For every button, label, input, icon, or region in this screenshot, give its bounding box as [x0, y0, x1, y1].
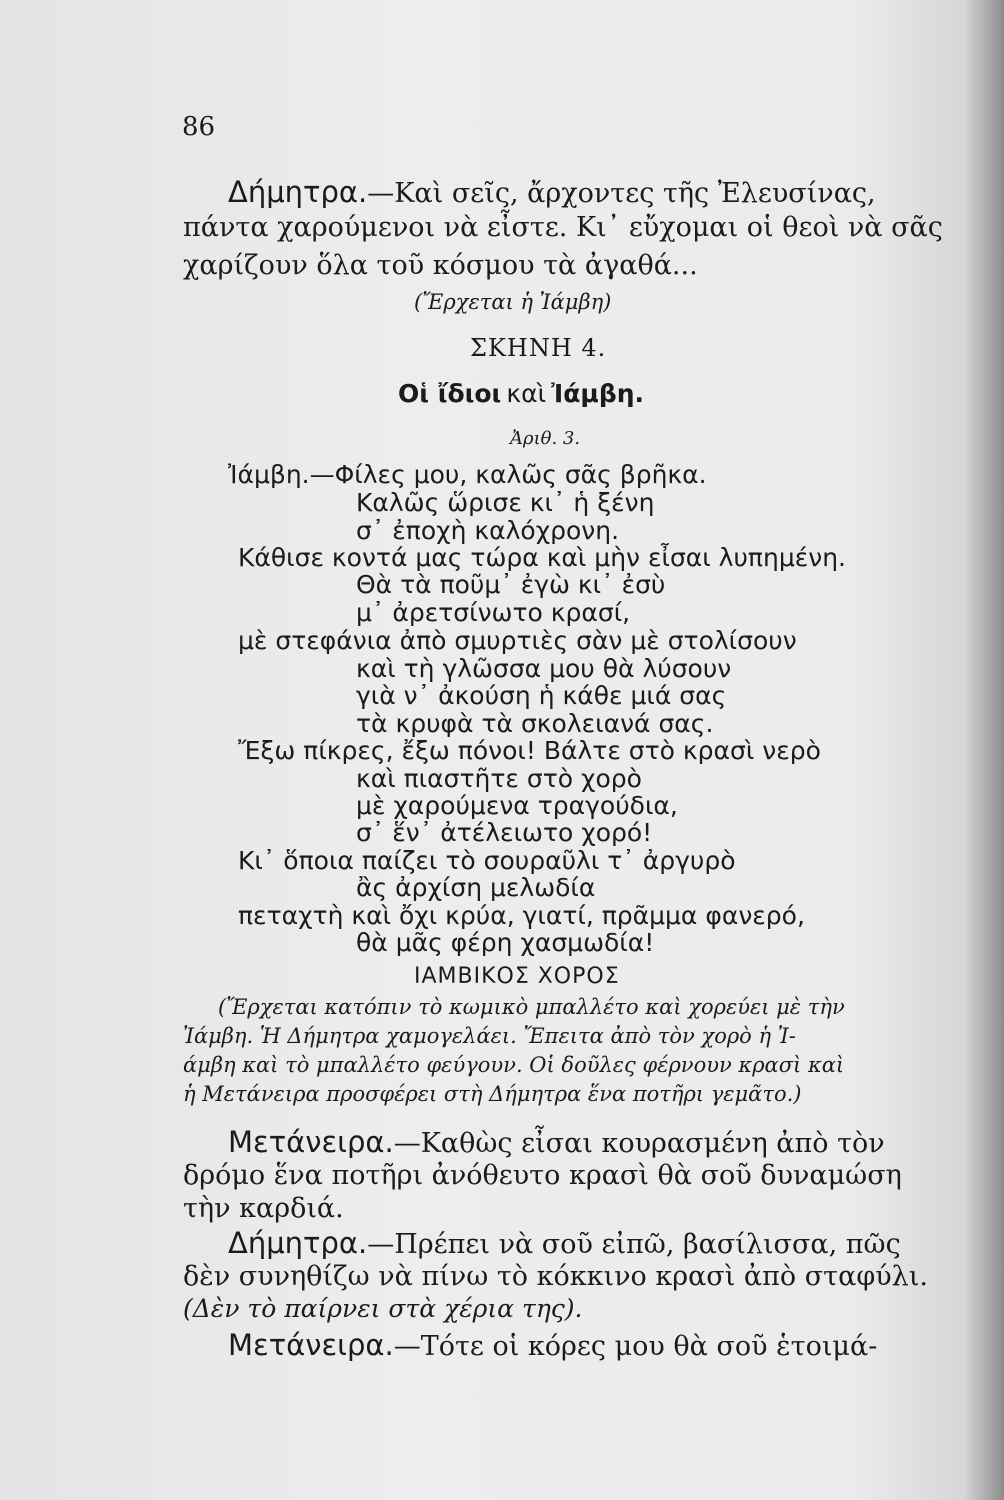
song-line: σ᾽ ἐποχὴ καλόχρονη. — [356, 516, 620, 545]
cast-name: Ἰάμβη. — [551, 379, 645, 408]
dialogue-line — [228, 1125, 885, 1159]
stage-direction: Ἰάμβη. Ἡ Δήμητρα χαμογελάει. Ἔπειτα ἀπὸ τὸν χορὸ ἡ Ἰ- — [183, 1024, 796, 1048]
song-number: Ἀριθ. 3. — [510, 428, 581, 449]
song-line: θὰ μᾶς φέρη χασμωδία! — [356, 928, 655, 957]
song-line: μὲ στεφάνια ἀπὸ σμυρτιὲς σὰν μὲ στολίσουν — [238, 626, 797, 655]
dialogue-text: —Καθὼς εἶσαι κουρασμένη ἀπὸ τὸν — [393, 1128, 885, 1159]
stage-direction: ἡ Μετάνειρα προσφέρει στὴ Δήμητρα ἕνα ποτῆρι γεμᾶτο.) — [183, 1082, 802, 1106]
song-line: μ᾽ ἀρετσίνωτο κρασί, — [356, 598, 631, 627]
dialogue-line — [228, 175, 876, 209]
stage-direction: (Ἔρχεται ἡ Ἰάμβη) — [414, 290, 612, 314]
cast-and: καὶ — [506, 379, 547, 408]
scene-cast — [398, 379, 644, 408]
stage-direction: (Δὲν τὸ παίρνει στὰ χέρια της). — [183, 1294, 583, 1323]
dialogue-text: —Καὶ σεῖς, ἄρχοντες τῆς Ἐλευσίνας, — [367, 178, 876, 209]
dialogue-line: τὴν καρδιά. — [183, 1193, 344, 1224]
song-line: μὲ χαρούμενα τραγούδια, — [356, 791, 678, 820]
speaker-name: Δήμητρα. — [228, 175, 368, 209]
dialogue-line: δὲν συνηθίζω νὰ πίνω τὸ κόκκινο κρασὶ ἀπὸ σταφύλι. — [183, 1261, 928, 1292]
page-number: 86 — [182, 112, 216, 142]
scene-heading: ΣΚΗΝΗ 4. — [470, 334, 607, 362]
dance-heading: ΙΑΜΒΙΚΟΣ ΧΟΡΟΣ — [414, 964, 620, 989]
stage-direction: άμβη καὶ τὸ μπαλλέτο φεύγουν. Οἱ δοῦλες φέρνουν κρασὶ καὶ — [183, 1053, 845, 1077]
speaker-name: Μετάνειρα. — [228, 1328, 394, 1362]
song-line: Ἔξω πίκρες, ἔξω πόνοι! Βάλτε στὸ κρασὶ νερὸ — [238, 736, 821, 765]
song-line: τὰ κρυφὰ τὰ σκολειανά σας. — [356, 709, 714, 738]
song-line: Θὰ τὰ ποῦμ᾽ ἐγὼ κι᾽ ἐσὺ — [356, 570, 666, 599]
song-line: ἂς ἀρχίση μελωδία — [356, 873, 596, 902]
song-line: Ἰάμβη.—Φίλες μου, καλῶς σᾶς βρῆκα. — [228, 460, 707, 489]
song-line: πεταχτὴ καὶ ὄχι κρύα, γιατί, πρᾶμμα φανερό, — [238, 901, 805, 930]
song-line: γιὰ ν᾽ ἀκούση ἡ κάθε μιά σας — [356, 681, 727, 710]
song-line: Κάθισε κοντά μας τώρα καὶ μὴν εἶσαι λυπημένη. — [238, 543, 847, 572]
dialogue-line: χαρίζουν ὅλα τοῦ κόσμου τὰ ἀγαθά... — [183, 250, 698, 281]
stage-direction: (Ἔρχεται κατόπιν τὸ κωμικὸ μπαλλέτο καὶ χορεύει μὲ τὴν — [218, 995, 845, 1019]
cast-bold: Οἱ ἴδιοι — [398, 379, 502, 408]
song-line: σ᾽ ἕν᾽ ἀτέλειωτο χορό! — [356, 818, 653, 847]
dialogue-line: δρόμο ἕνα ποτῆρι ἀνόθευτο κρασὶ θὰ σοῦ δυναμώση — [183, 1160, 902, 1191]
dialogue-line: πάντα χαρούμενοι νὰ εἶστε. Κι᾽ εὔχομαι οἱ θεοὶ νὰ σᾶς — [183, 212, 943, 243]
speaker-name: Δήμητρα. — [228, 1226, 368, 1260]
song-line: καὶ πιαστῆτε στὸ χορὸ — [356, 764, 642, 793]
speaker-name: Μετάνειρα. — [228, 1125, 394, 1159]
dialogue-line — [228, 1328, 877, 1362]
dialogue-line — [228, 1226, 901, 1260]
song-line: καὶ τὴ γλῶσσα μου θὰ λύσουν — [356, 654, 732, 683]
dialogue-text: —Πρέπει νὰ σοῦ εἰπῶ, βασίλισσα, πῶς — [367, 1229, 901, 1260]
song-line: Κι᾽ ὅποια παίζει τὸ σουραῦλι τ᾽ ἀργυρὸ — [238, 846, 736, 875]
dialogue-text: —Τότε οἱ κόρες μου θὰ σοῦ ἑτοιμά- — [393, 1331, 878, 1362]
song-line: Καλῶς ὥρισε κι᾽ ἡ ξένη — [356, 488, 655, 517]
